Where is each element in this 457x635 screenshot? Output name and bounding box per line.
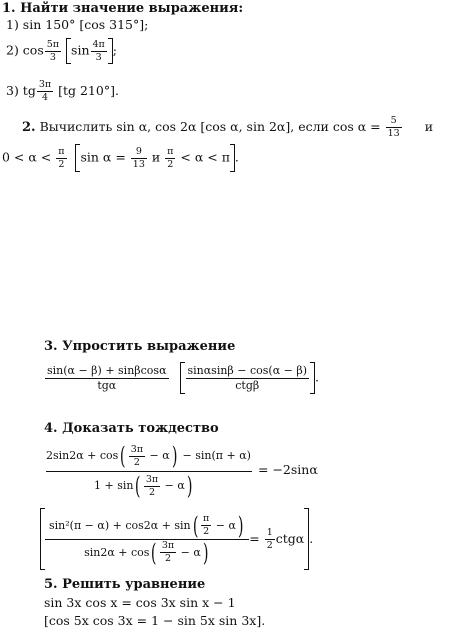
t1l3-prefix: 3) tg bbox=[6, 82, 36, 98]
frac-3pi-2-d: $\frac{3\pi}{2}$ bbox=[161, 540, 175, 564]
task4-rhs: = −2sinα bbox=[258, 462, 318, 477]
task4-alt-num bbox=[45, 511, 249, 540]
t1l2-post: ; bbox=[112, 42, 118, 58]
task1-line3 bbox=[6, 80, 119, 103]
frac-4pi-3: $\frac{4\pi}{3}$ bbox=[92, 38, 105, 63]
frac-3pi-2-a: $\frac{3\pi}{2}$ bbox=[130, 443, 143, 468]
t4-a2: 1 + sin bbox=[94, 479, 134, 492]
t1l2-prefix: 2) cos bbox=[6, 42, 44, 58]
frac-pi-2-c: $\frac{\pi}{2}$ bbox=[203, 513, 210, 537]
t4-a1c: − sin(π + α) bbox=[179, 449, 251, 462]
task3-title: 3. Упростить выражение bbox=[44, 339, 236, 354]
task1-title: 1. Найти значение выражения: bbox=[2, 1, 244, 16]
paren-r: ) bbox=[237, 511, 244, 540]
task4-den1 bbox=[94, 474, 194, 498]
frac-pi-2: $\frac{\pi}{2}$ bbox=[58, 145, 65, 170]
paren-r: ) bbox=[202, 538, 209, 567]
task2-number: 2. bbox=[22, 119, 36, 135]
t4-brhs: = bbox=[249, 530, 264, 546]
frac-9-13: $\frac{9}{13}$ bbox=[132, 145, 145, 170]
task2-and: и bbox=[424, 118, 434, 134]
t4-htail: ctgα bbox=[275, 530, 305, 546]
frac-3pi-4: $\frac{3\pi}{4}$ bbox=[38, 79, 52, 103]
task4-fraction-bar-1 bbox=[46, 471, 252, 472]
frac-3pi-2-b: $\frac{3\pi}{2}$ bbox=[145, 473, 159, 498]
task1-line1: 1) sin 150° [cos 315°]; bbox=[6, 17, 149, 32]
task4-alt bbox=[40, 508, 313, 570]
task4-num1 bbox=[46, 444, 251, 468]
left-bracket bbox=[180, 362, 185, 394]
task5-title: 5. Решить уравнение bbox=[44, 577, 206, 592]
frac-task3-a: $\frac{\sin(\alpha - \beta) + \sin\beta\cos\alpha}{\text{tgα}}$ bbox=[47, 363, 167, 392]
t4-b1b: − α bbox=[212, 518, 236, 532]
paren-l: ( bbox=[135, 472, 141, 500]
paren-r: ) bbox=[186, 472, 193, 500]
t4-a1: 2sin2α + cos bbox=[46, 449, 119, 462]
frac-pi-2b: $\frac{\pi}{2}$ bbox=[167, 145, 174, 170]
task5-line1: sin 3x cos x = cos 3x sin x − 1 bbox=[44, 595, 236, 610]
paren-l: ( bbox=[192, 511, 199, 540]
frac-1-2: $\frac{1}{2}$ bbox=[266, 526, 273, 551]
t4-a1b: − α bbox=[145, 449, 170, 462]
task2-line1 bbox=[22, 116, 433, 139]
t4-b1: sin²(π − α) + cos2α + sin bbox=[49, 518, 191, 532]
task2-line2 bbox=[2, 144, 239, 172]
t2-end: . bbox=[234, 149, 239, 165]
t3-end: . bbox=[315, 369, 319, 385]
t2-range2: < α < π bbox=[176, 149, 230, 165]
t1l3-post: [tg 210°]. bbox=[54, 82, 119, 98]
task4-alt-fraction bbox=[45, 511, 249, 567]
paren-l: ( bbox=[151, 538, 157, 567]
task5-line2: [cos 5x cos 3x = 1 − sin 5x sin 3x]. bbox=[44, 613, 266, 628]
t4-b2: sin2α + cos bbox=[84, 545, 150, 559]
task1-line2 bbox=[6, 38, 117, 64]
t4-a2b: − α bbox=[161, 479, 185, 492]
t4-b2b: − α bbox=[177, 545, 201, 559]
paren-l: ( bbox=[120, 442, 126, 470]
t1l2-sin: sin bbox=[71, 42, 90, 58]
task4-title: 4. Доказать тождество bbox=[44, 421, 219, 436]
t4-end: . bbox=[309, 530, 314, 546]
frac-5-13: $\frac{5}{13}$ bbox=[387, 115, 400, 139]
task2-text: Вычислить sin α, cos 2α [cos α, sin 2α], если cos α = bbox=[39, 118, 385, 134]
t2-and: и bbox=[147, 149, 165, 165]
frac-5pi-3: $\frac{5\pi}{3}$ bbox=[46, 38, 60, 63]
task4-alt-den bbox=[45, 540, 249, 565]
frac-task3-b: $\frac{\sin\alpha\sin\beta - \cos(\alpha - \beta)}{\text{ctgβ}}$ bbox=[187, 363, 308, 392]
paren-r: ) bbox=[171, 442, 178, 470]
t2-sin-eq: sin α = bbox=[80, 149, 130, 165]
task3-expression bbox=[44, 362, 319, 394]
t2-range-lhs: 0 < α < bbox=[2, 149, 56, 165]
